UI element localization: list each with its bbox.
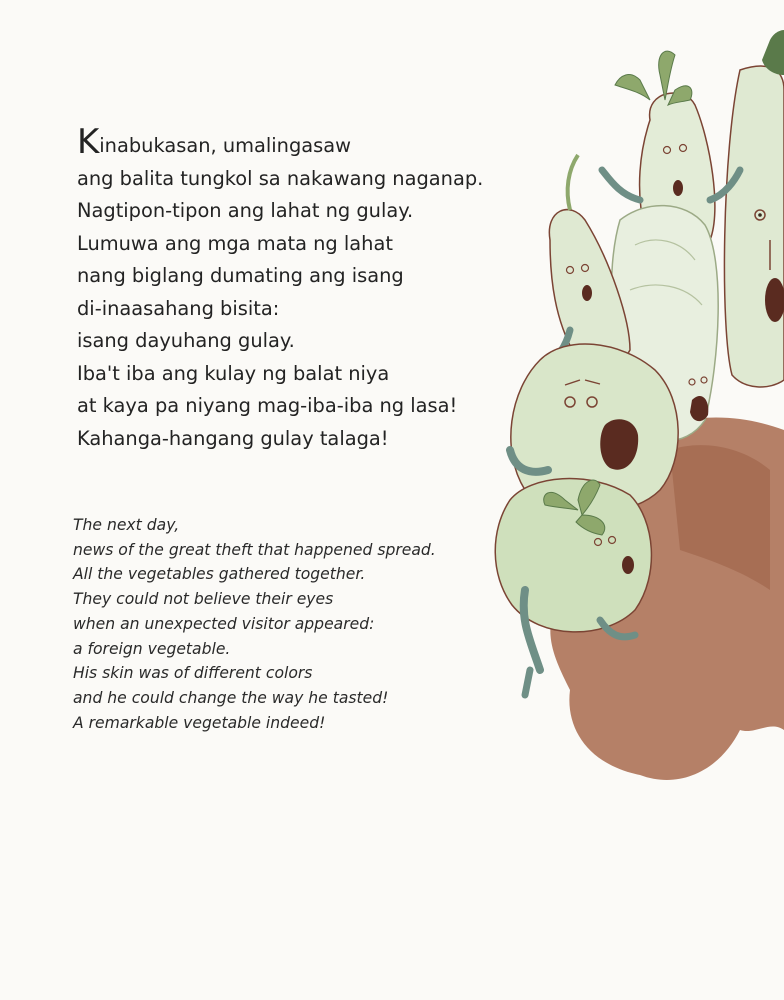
english-text-block	[73, 513, 493, 735]
filipino-line: ang balita tungkol sa nakawang naganap.	[77, 166, 484, 190]
first-line-text: inabukasan, umalingasaw	[99, 134, 351, 157]
filipino-line: Iba't iba ang kulay ng balat niya	[77, 361, 390, 385]
filipino-line: Nagtipon-tipon ang lahat ng gulay.	[77, 199, 414, 222]
vegetable-characters-illustration	[470, 30, 784, 790]
english-line: A remarkable vegetable indeed!	[73, 713, 326, 732]
filipino-line: isang dayuhang gulay.	[77, 329, 295, 352]
drop-cap: K	[77, 122, 100, 162]
english-line: His skin was of different colors	[73, 664, 313, 683]
english-line: when an unexpected visitor appeared:	[73, 614, 375, 633]
english-line: news of the great theft that happened spread.	[73, 540, 436, 559]
english-line: The next day,	[73, 516, 180, 534]
filipino-line: di-inaasahang bisita:	[77, 296, 280, 320]
english-line: a foreign vegetable.	[73, 639, 231, 658]
tall-eggplant-right	[724, 30, 784, 387]
filipino-line: Lumuwa ang mga mata ng lahat	[77, 231, 393, 255]
filipino-line: at kaya pa niyang mag-iba-iba ng lasa!	[77, 394, 458, 417]
filipino-line: Kahanga-hangang gulay talaga!	[77, 426, 389, 450]
filipino-line: nang biglang dumating ang isang	[77, 264, 404, 287]
english-line: They could not believe their eyes	[73, 590, 334, 609]
english-line: All the vegetables gathered together.	[73, 565, 366, 584]
english-line: and he could change the way he tasted!	[73, 688, 389, 707]
